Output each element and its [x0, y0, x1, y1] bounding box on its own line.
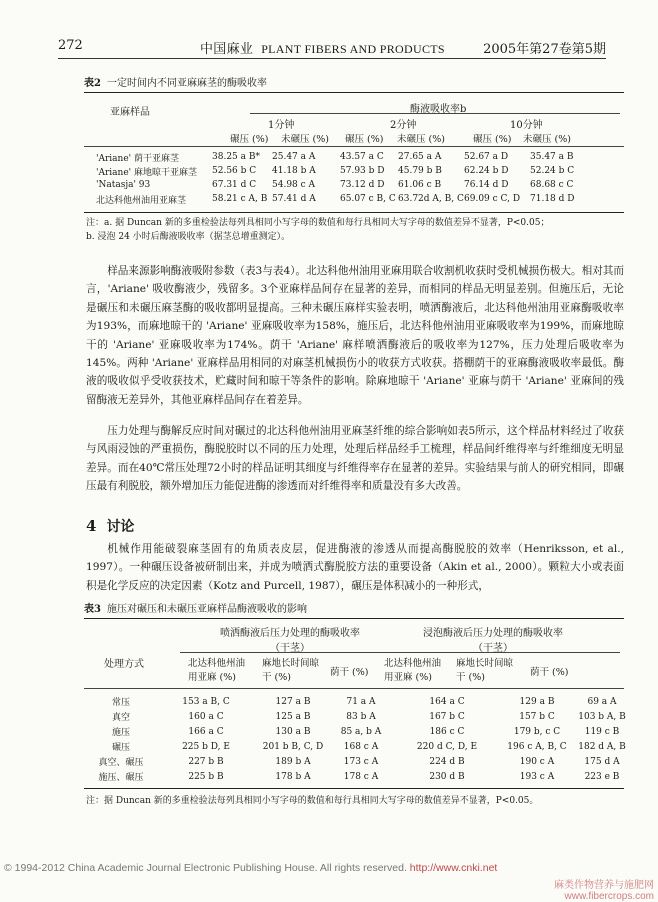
table3-caption	[84, 600, 307, 615]
table-row	[96, 164, 596, 178]
table-cell: 224 d B	[429, 756, 465, 767]
page-number: 272	[58, 38, 83, 53]
table-row	[86, 694, 632, 709]
row-label: 'Ariane' 麻地晾干亚麻茎	[96, 167, 197, 178]
table-cell: 220 d C, D, E	[416, 741, 478, 752]
table-cell: 65.07 c B, C	[340, 194, 396, 204]
table-cell: 227 b B	[188, 756, 224, 767]
table-cell: 166 a C	[188, 726, 224, 737]
table3-sub-6: 荫干 (%)	[530, 667, 569, 678]
table3-group-2-unit: （干茎）	[473, 643, 513, 654]
table-cell: 223 e B	[584, 771, 620, 782]
table2-col-group: 酶液吸收率b	[410, 104, 467, 115]
table3-label: 表3	[84, 604, 101, 615]
table3-col-process: 处理方式	[104, 659, 144, 670]
table-cell: 85 a, b A	[340, 726, 382, 737]
paragraph-text: 压力处理与酶解反应时间对碾过的北达科他州油用亚麻茎纤维的综合影响如表5所示，这个样品材料经过了收获与风雨浸蚀的严重损伤，酶脱胶时以不同的压力处理，处理后样品经手工梳理，样品间纤维得率与纤维细度无明显差异。而在40℃常压处理72小时的样品证明其细度与纤维得率存在显著的差异。实验结果与前人的研究相同，即碾压最有利脱胶，额外增加压力能促进酶的渗透而对纤维得率和质量没有多大改善。	[86, 425, 624, 493]
table-cell: 168 c A	[343, 741, 379, 752]
table2-time-3: 10分钟	[510, 120, 543, 131]
table-cell: 225 b B	[188, 771, 224, 782]
row-label: 常压	[111, 698, 130, 708]
table3-sub-2: 麻地长时间晾干 (%)	[262, 658, 320, 683]
table3-top-rule	[84, 618, 624, 619]
table2-note-a: 注：a. 据 Duncan 新的多重检验法每列具相同小写字母的数值和每行具相同大写字母的数值差异不显著，P<0.05；	[86, 218, 550, 228]
table-cell: 178 b A	[275, 771, 311, 782]
table-cell: 71 a A	[346, 696, 376, 707]
table2-sub-4: 未碾压 (%)	[397, 134, 445, 145]
row-label: 施压、碾压	[98, 773, 144, 783]
table-cell: 179 b, c C	[513, 726, 561, 737]
table-cell: 57.41 d A	[272, 194, 316, 204]
watermark: 麻类作物营养与施肥网 www.fibercrops.com	[554, 880, 654, 902]
table2-header-rule	[84, 146, 624, 147]
paragraph-discussion	[86, 540, 624, 595]
table3-sub-4: 北达科他州油用亚麻 (%)	[384, 658, 442, 683]
table-cell: 38.25 a B*	[212, 152, 260, 162]
row-label: 真空、碾压	[98, 758, 144, 768]
paragraph-text: 机械作用能破裂麻茎固有的角质表皮层，促进酶液的渗透从而提高酶脱胶的效率（Henriksson, et al., 1997）。一种碾压设备被研制出来，并成为喷洒式酶脱胶方法的重要设备（Akin et al., 2000）。颗粒大小或表面积是化学反应的决定因素（Kotz and Purcell, 1987），碾压是体积减小的一种形式，	[86, 543, 624, 592]
table-cell: 62.24 b D	[464, 166, 509, 176]
row-label: 北达科他州油用亚麻茎	[96, 195, 187, 206]
table-cell: 178 c A	[343, 771, 379, 782]
table2-time-2: 2分钟	[390, 120, 417, 131]
table-cell: 173 c A	[343, 756, 379, 767]
table-cell: 69 a A	[587, 696, 617, 707]
table-cell: 52.24 b C	[530, 166, 575, 176]
table-row	[86, 724, 632, 739]
paragraph-sample-source	[86, 262, 624, 409]
section-number: 4	[86, 517, 97, 535]
table3-sub-5: 麻地长时间晾干 (%)	[456, 658, 514, 683]
table3-group-2-title: 浸泡酶液后压力处理的酶吸收率	[423, 628, 563, 639]
table-cell: 61.06 c B	[398, 180, 442, 190]
table2-body	[96, 150, 596, 206]
table3-header-rule	[84, 688, 624, 689]
table-cell: 182 d A, B	[578, 741, 626, 752]
issue-info: 2005年第27卷第5期	[483, 42, 606, 57]
row-label: 施压	[111, 728, 130, 738]
table-cell: 119 c B	[584, 726, 620, 737]
table-cell: 69.09 c C, D	[464, 194, 521, 204]
table-cell: 103 b A, B	[578, 711, 626, 722]
table-cell: 83 b A	[346, 711, 376, 722]
table-cell: 157 b C	[519, 711, 555, 722]
table3-sub-1: 北达科他州油用亚麻 (%)	[188, 658, 246, 683]
table-cell: 186 c C	[429, 726, 465, 737]
table-cell: 225 b D, E	[182, 741, 230, 752]
table2-sub-5: 碾压 (%)	[473, 134, 512, 145]
table-row	[96, 178, 596, 192]
table-row	[86, 739, 632, 754]
table-row	[86, 769, 632, 784]
cnki-link[interactable]: http://www.cnki.net	[409, 862, 498, 874]
table-cell: 127 a B	[275, 696, 311, 707]
table-cell: 35.47 a B	[530, 152, 574, 162]
table-cell: 153 a B, C	[182, 696, 230, 707]
paragraph-text: 样品来源影响酶液吸附参数（表3与表4）。北达科他州油用亚麻用联合收割机收获时受机械损伤极大。相对其而言，'Ariane' 吸收酶液少，残留多。3个亚麻样品间存在显著的差异，而相同的样品无明显差别。但施压后，无论是碾压和未碾压麻茎酶的吸收都明显提高。三种未碾压麻样实验表明，喷洒酶液后，北达科他州油用亚麻酶吸收率为193%，而麻地晾干的 'Ariane' 亚麻吸收率为158%，施压后，北达科他州油用亚麻吸收率为199%，而麻地晾干的 'Ariane' 亚麻吸收率为174%。荫干 'Ariane' 麻样喷洒酶液后的吸收率为127%，压力处理后吸收率为145%。两种 'Ariane' 亚麻样品用相同的对麻茎机械损伤小的收获方式收获。搭棚荫干的亚麻酶液吸收率最低。酶液的吸收似乎受收获技术，贮藏时间和晾干等条件的影响。除麻地晾干 'Ariane' 亚麻与荫干 'Ariane' 亚麻间的残留酶液无差异外，其他亚麻样品间存在着差异。	[86, 265, 624, 406]
table-cell: 58.21 c A, B	[212, 194, 268, 204]
table2-bottom-rule	[84, 212, 624, 213]
table2-sub-1: 碾压 (%)	[230, 134, 269, 145]
table-row	[96, 192, 596, 206]
row-label: 'Ariane' 荫干亚麻茎	[96, 153, 179, 164]
table-cell: 193 c A	[519, 771, 555, 782]
table3-bottom-rule	[84, 788, 624, 789]
table3-note: 注：据 Duncan 新的多重检验法每列具相同小写字母的数值和每行具相同大写字母的数值差异不显著，P<0.05。	[86, 796, 539, 806]
table-cell: 67.31 d C	[212, 180, 257, 190]
table3-group-2	[398, 624, 588, 654]
table2-col-sample: 亚麻样品	[110, 107, 150, 118]
table3-sub-3: 荫干 (%)	[330, 667, 369, 678]
table-cell: 41.18 b A	[272, 166, 316, 176]
table-cell: 73.12 d D	[340, 180, 385, 190]
section-title: 讨论	[106, 519, 135, 535]
table-cell: 52.67 a D	[464, 152, 509, 162]
table-row	[86, 709, 632, 724]
journal-title	[200, 38, 445, 57]
table-cell: 43.57 a C	[340, 152, 384, 162]
table3-body	[86, 694, 632, 784]
running-header	[58, 36, 606, 59]
table-cell: 164 a C	[429, 696, 465, 707]
table2-notes	[86, 216, 626, 244]
table-cell: 125 a B	[275, 711, 311, 722]
table3-group-1-title: 喷洒酶液后压力处理的酶吸收率	[220, 628, 360, 639]
table-cell: 68.68 c C	[530, 180, 574, 190]
table-cell: 63.72d A, B, C	[398, 194, 464, 204]
table-cell: 129 a B	[519, 696, 555, 707]
table-cell: 175 d A	[584, 756, 620, 767]
row-label: 碾压	[111, 743, 130, 753]
table2-caption	[84, 74, 267, 89]
table-cell: 76.14 d D	[464, 180, 509, 190]
table3-group-1-unit: （干茎）	[270, 643, 310, 654]
table2-sub-2: 未碾压 (%)	[281, 134, 329, 145]
table-cell: 45.79 b B	[398, 166, 442, 176]
table3-group-rule	[180, 652, 620, 653]
table-cell: 201 b B, C, D	[262, 741, 324, 752]
table2-top-rule	[84, 92, 624, 93]
table-cell: 52.56 b C	[212, 166, 257, 176]
page-footer	[4, 862, 654, 874]
table-row	[86, 754, 632, 769]
table3-title: 施压对碾压和未碾压亚麻样品酶液吸收的影响	[106, 604, 307, 615]
table2-note-b: b. 浸泡 24 小时后酶液吸收率（据茎总增重测定）。	[86, 232, 291, 242]
journal-title-cn: 中国麻业	[200, 42, 254, 57]
table-cell: 196 c A, B, C	[507, 741, 567, 752]
table-cell: 167 b C	[429, 711, 465, 722]
section-heading	[86, 516, 134, 536]
table3-group-1	[200, 624, 380, 654]
table-cell: 25.47 a A	[272, 152, 316, 162]
table2-group-rule	[250, 113, 620, 114]
table2-time-1: 1分钟	[268, 120, 295, 131]
table-cell: 71.18 d D	[530, 194, 575, 204]
table-cell: 27.65 a A	[398, 152, 442, 162]
table-cell: 190 c A	[519, 756, 555, 767]
table2-label: 表2	[84, 78, 101, 89]
table2-sub-3: 碾压 (%)	[345, 134, 384, 145]
table-cell: 160 a C	[188, 711, 224, 722]
table-cell: 54.98 c A	[272, 180, 316, 190]
table-cell: 189 b A	[275, 756, 311, 767]
journal-title-en: PLANT FIBERS AND PRODUCTS	[261, 42, 445, 56]
table-cell: 130 a B	[275, 726, 311, 737]
table-row	[96, 150, 596, 164]
paragraph-pressure-treatment	[86, 422, 624, 496]
table2-title: 一定时间内不同亚麻麻茎的酶吸收率	[106, 78, 267, 89]
row-label: 真空	[111, 713, 130, 723]
table2-sub-6: 未碾压 (%)	[523, 134, 571, 145]
copyright-text: © 1994-2012 China Academic Journal Electronic Publishing House. All rights reserved.	[4, 862, 407, 874]
row-label: 'Natasja' 93	[96, 180, 151, 190]
table-cell: 57.93 b D	[340, 166, 385, 176]
table-cell: 230 d B	[429, 771, 465, 782]
